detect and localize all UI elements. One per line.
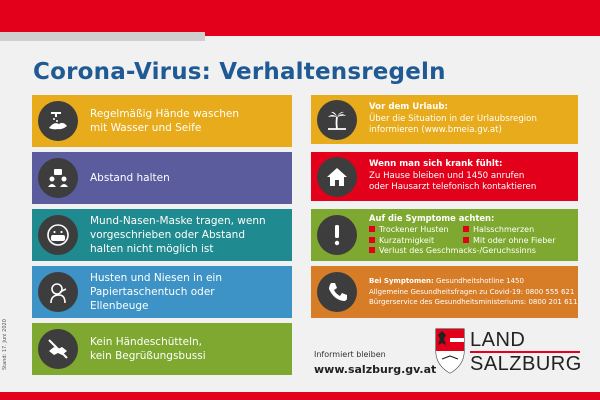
card-symptoms <box>311 209 578 261</box>
logo-line-salzburg: SALZBURG <box>470 353 582 375</box>
bullet-square-icon <box>369 247 375 253</box>
logo-line-land: LAND <box>470 329 526 351</box>
card-text: Husten und Niesen in ein Papiertaschentuch oder Ellenbeuge <box>90 271 222 313</box>
house-icon <box>317 157 357 197</box>
card-sneezing <box>32 266 292 318</box>
symptom-item: Verlust des Geschmacks-/Geruchssinns <box>369 246 574 256</box>
top-red-bar <box>0 0 600 32</box>
card-face-mask <box>32 209 292 261</box>
sick-body: Zu Hause bleiben und 1450 anrufen oder Hausarzt telefonisch kontaktieren <box>369 170 537 193</box>
card-no-handshake <box>32 323 292 375</box>
hand-washing-icon <box>38 101 78 141</box>
card-hand-washing <box>32 95 292 147</box>
card-text: Kein Händeschütteln, kein Begrüßungsbussi <box>90 335 206 362</box>
grey-accent-bar <box>0 32 205 41</box>
red-accent-strip <box>205 32 600 36</box>
palm-tree-icon <box>317 100 357 140</box>
hotline-line-1: Bei Symptomen: Gesundheitshotline 1450 <box>369 276 524 285</box>
bullet-square-icon <box>369 237 375 243</box>
symptoms-list <box>369 225 574 246</box>
card-text: Mund-Nasen-Maske tragen, wenn vorgeschrieben oder Abstand halten nicht möglich ist <box>90 214 266 256</box>
vacation-text <box>369 102 537 137</box>
distance-icon <box>38 158 78 198</box>
symptoms-text <box>369 213 574 256</box>
symptom-item: Mit oder ohne Fieber <box>463 236 573 246</box>
card-vacation <box>311 95 578 144</box>
logo-text <box>470 330 582 374</box>
symptom-item: Kurzatmigkeit <box>369 236 461 246</box>
card-hotlines <box>311 266 578 318</box>
hotline-line-3: Bürgerservice des Gesundheitsministeriums: 0800 201 611 <box>369 298 578 307</box>
bullet-square-icon <box>463 237 469 243</box>
face-mask-icon <box>38 215 78 255</box>
exclamation-icon <box>317 215 357 255</box>
no-handshake-icon <box>38 329 78 369</box>
symptom-item: Halsschmerzen <box>463 225 573 235</box>
informiert-label: Informiert bleiben <box>314 350 386 359</box>
card-text: Abstand halten <box>90 171 170 184</box>
hotline-line-2: Allgemeine Gesundheitsfragen zu Covid-19: 0800 555 621 <box>369 287 575 296</box>
hotlines-text <box>369 276 577 309</box>
bottom-red-bar <box>0 392 600 400</box>
symptom-item: Trockener Husten <box>369 225 461 235</box>
sneezing-icon <box>38 272 78 312</box>
stand-date: Stand: 17. Juni 2020 <box>2 319 8 370</box>
phone-icon <box>317 272 357 312</box>
salzburg-url-link[interactable]: www.salzburg.gv.at <box>314 363 437 376</box>
card-sick <box>311 152 578 201</box>
bullet-square-icon <box>369 226 375 232</box>
card-distance <box>32 152 292 204</box>
vacation-body: Über die Situation in der Urlaubsregion informieren (www.bmeia.gv.at) <box>369 113 537 136</box>
sick-heading: Wenn man sich krank fühlt: <box>369 159 503 170</box>
page-title: Corona-Virus: Verhaltensregeln <box>33 59 446 85</box>
card-text: Regelmäßig Hände waschen mit Wasser und Seife <box>90 107 240 134</box>
sick-text <box>369 159 536 194</box>
bullet-square-icon <box>463 226 469 232</box>
vacation-heading: Vor dem Urlaub: <box>369 102 448 113</box>
symptoms-heading: Auf die Symptome achten: <box>369 213 495 224</box>
